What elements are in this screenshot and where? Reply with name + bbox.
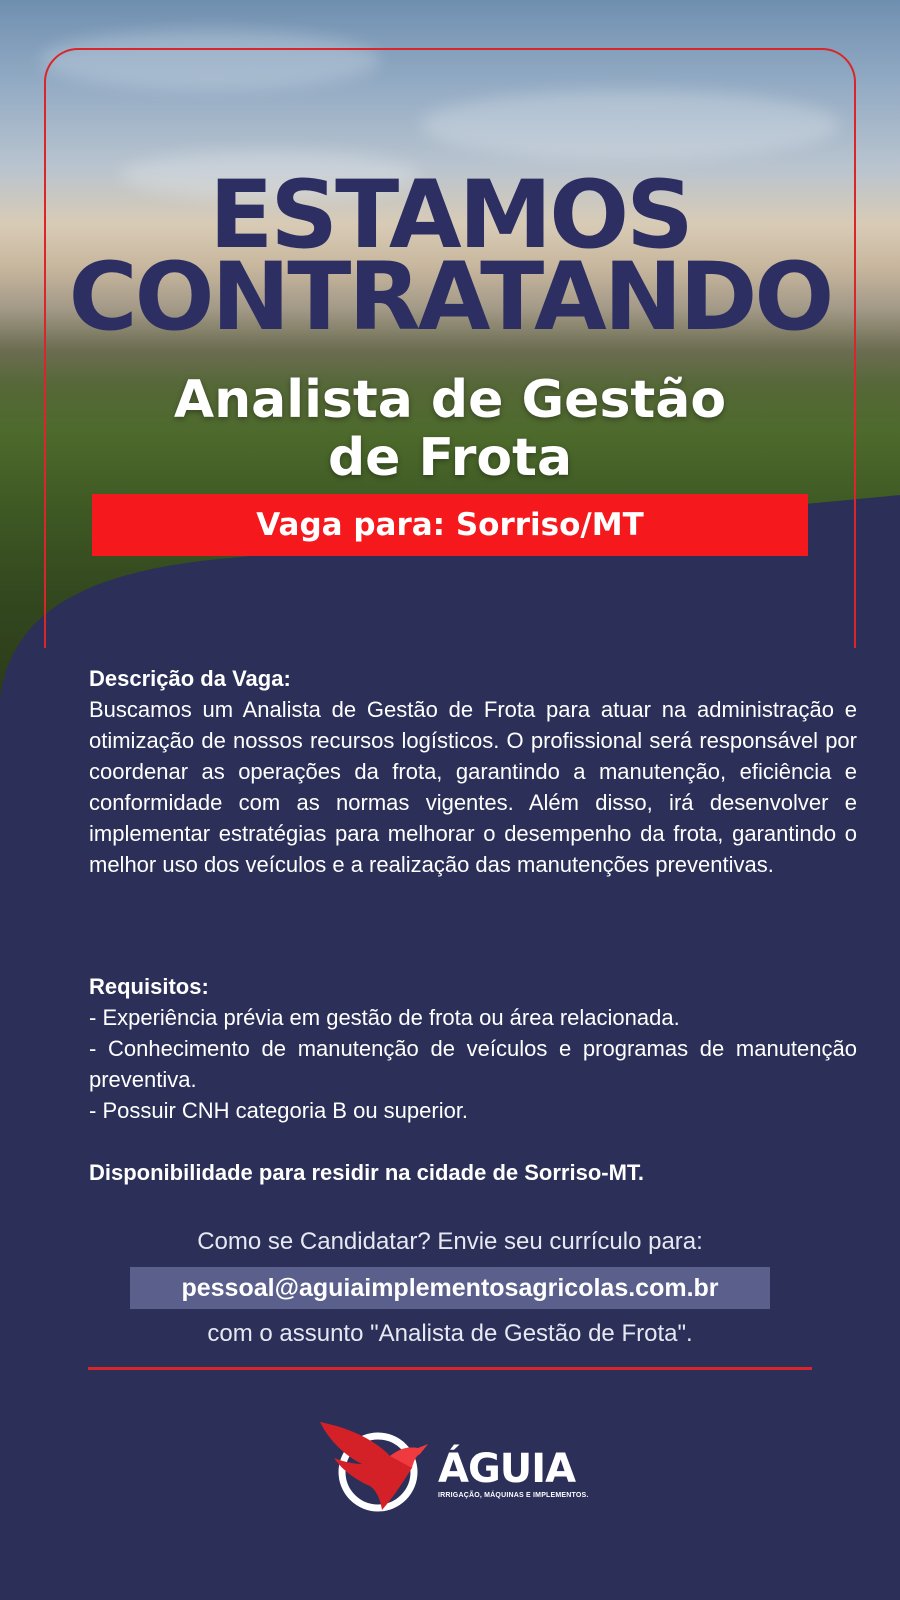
requirement-item: - Conhecimento de manutenção de veículos e programas de manutenção preventiva. <box>89 1036 857 1092</box>
headline-line2: CONTRATANDO <box>68 243 832 352</box>
availability-note: Disponibilidade para residir na cidade de Sorriso-MT. <box>89 1160 645 1185</box>
description-text: Buscamos um Analista de Gestão de Frota para atuar na administração e otimização de nossos recursos logísticos. O profissional será responsável por coordenar as operações da frota, garantindo a manutenção, eficiência e conformidade com as normas vigentes. Além disso, irá desenvolver e implementar estratégias para melhorar o desempenho da frota, garantindo o melhor uso dos veículos e a realização das manutenções preventivas. <box>89 697 857 877</box>
job-description <box>89 664 857 880</box>
job-title-line1: Analista de Gestão <box>173 370 727 430</box>
apply-email-link[interactable]: pessoal@aguiaimplementosagricolas.com.br <box>130 1267 770 1309</box>
eagle-icon <box>320 1420 430 1520</box>
logo-wordmark: ÁGUIA <box>438 1446 576 1492</box>
apply-subject: com o assunto "Analista de Gestão de Frota". <box>207 1320 693 1347</box>
headline-line1: ESTAMOS <box>209 161 691 270</box>
requirement-item: - Experiência prévia em gestão de frota ou área relacionada. <box>89 1005 680 1030</box>
logo-tagline: IRRIGAÇÃO, MÁQUINAS E IMPLEMENTOS. <box>438 1492 589 1499</box>
aguia-logo <box>320 1420 590 1520</box>
apply-prompt: Como se Candidatar? Envie seu currículo para: <box>197 1228 703 1255</box>
requirements-title: Requisitos: <box>89 974 209 999</box>
requirement-item: - Possuir CNH categoria B ou superior. <box>89 1098 469 1123</box>
description-title: Descrição da Vaga: <box>89 666 291 691</box>
job-title-line2: de Frota <box>327 428 573 488</box>
location-banner: Vaga para: Sorriso/MT <box>92 494 808 556</box>
requirements <box>89 972 857 1126</box>
divider <box>88 1367 812 1370</box>
